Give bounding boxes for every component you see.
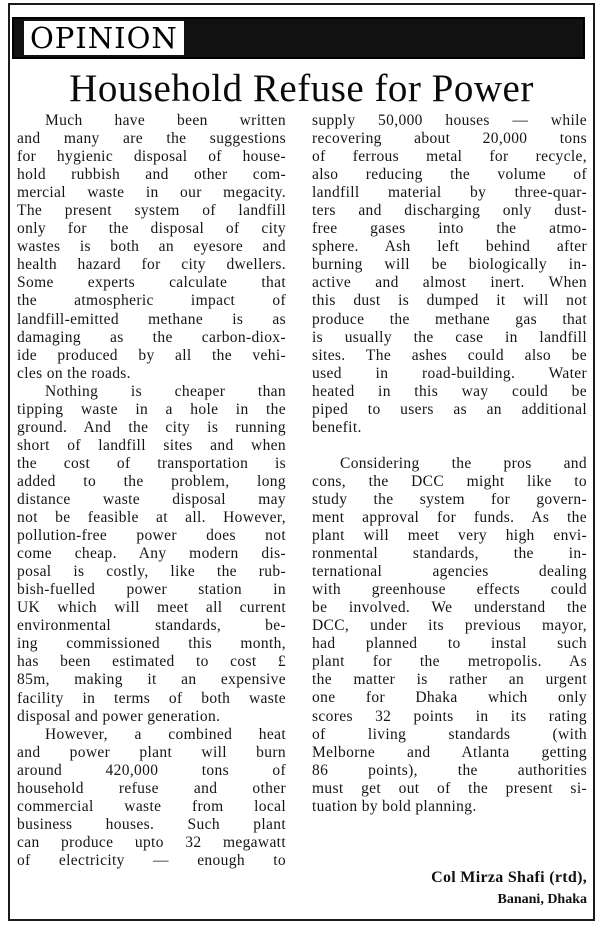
text-line: Nothing is cheaper than [45,382,286,400]
author-location: Banani, Dhaka [497,892,587,907]
text-line: cles on the roads. [17,364,131,382]
text-line: commercial waste from local [17,797,286,815]
text-line: ronmental standards, the in- [312,545,587,563]
text-line: of ferrous metal for recycle, [312,148,587,166]
text-line: supply 50,000 houses — while [312,112,587,129]
text-line: ters and discharging only dust- [312,202,587,220]
text-line: can produce upto 32 megawatt [17,833,286,851]
text-line: had planned to instal such [312,635,587,653]
text-line: plant will meet very high envi- [312,527,587,545]
text-line: study the system for govern- [312,490,587,508]
text-line: ide produced by all the vehi- [17,346,286,364]
text-line: of electricity — enough to [17,851,286,869]
text-line: health hazard for city dwellers. [17,256,286,274]
text-line: Melborne and Atlanta getting [312,743,587,761]
text-line: landfill-emitted methane is as [17,310,286,328]
text-line: distance waste disposal may [17,490,286,508]
section-label: OPINION [24,21,184,55]
text-line: 85m, making it an expensive [17,671,286,689]
text-line: burning will be biologically in- [312,256,587,274]
text-line: ternational agencies dealing [312,563,587,581]
text-line: landfill material by three-quar- [312,184,587,202]
text-line: household refuse and other [17,779,286,797]
right-column [312,112,587,816]
text-line: also reducing the volume of [312,166,587,184]
text-line: wastes is both an eyesore and [17,238,286,256]
text-line: disposal and power generation. [17,707,221,725]
text-line: cons, the DCC might like to [312,472,587,490]
text-line: tipping waste in a hole in the [17,400,286,418]
text-line: posal is costly, like the rub- [17,563,286,581]
text-line: benefit. [312,418,362,436]
author-name: Col Mirza Shafi (rtd), [431,869,587,886]
text-line: free gases into the atmo- [312,220,587,238]
text-line: Some experts calculate that [17,274,286,292]
text-line: the matter is rather an urgent [312,671,587,689]
text-line: produce the methane gas that [312,310,587,328]
text-line: heated in this way could be [312,382,587,400]
text-line: facility in terms of both waste [17,689,286,707]
text-line: be involved. We understand the [312,599,587,617]
text-line: recovering about 20,000 tons [312,130,587,148]
text-line: piped to users as an additional [312,400,587,418]
text-line: sphere. Ash left behind after [312,238,587,256]
text-line: plant for the metropolis. As [312,653,587,671]
text-line: hold rubbish and other com- [17,166,286,184]
text-line: pollution-free power does not [17,527,286,545]
text-line: for hygienic disposal of house- [17,148,286,166]
text-line: damaging as the carbon-diox- [17,328,286,346]
left-column [17,112,286,870]
headline: Household Refuse for Power [69,67,534,110]
text-line: the atmospheric impact of [17,292,286,310]
text-line: is usually the case in landfill [312,328,587,346]
text-line: ing commissioned this month, [17,635,286,653]
text-line: used in road-building. Water [312,364,587,382]
text-line: tuation by bold planning. [312,797,477,815]
text-line: Considering the pros and [340,454,587,472]
text-line: must get out of the present si- [312,779,587,797]
text-line: Much have been written [45,112,286,129]
text-line: 86 points), the authorities [312,761,587,779]
text-line: and many are the suggestions [17,130,286,148]
text-line: short of landfill sites and when [17,436,286,454]
text-line: this dust is dumped it will not [312,292,587,310]
text-line: with greenhouse effects could [312,581,587,599]
text-line: UK which will meet all current [17,599,286,617]
text-line: bish-fuelled power station in [17,581,286,599]
text-line: around 420,000 tons of [17,761,286,779]
text-line: DCC, under its previous mayor, [312,617,587,635]
text-line: scores 32 points in its rating [312,707,587,725]
section-banner [12,17,585,59]
text-line: has been estimated to cost £ [17,653,286,671]
text-line: ment approval for funds. As the [312,508,587,526]
text-line: added to the problem, long [17,472,286,490]
text-line: business houses. Such plant [17,815,286,833]
text-line: ground. And the city is running [17,418,286,436]
paragraph-gap [312,437,587,455]
text-line: come cheap. Any modern dis- [17,545,286,563]
text-line: one for Dhaka which only [312,689,587,707]
text-line: only for the disposal of city [17,220,286,238]
text-line: The present system of landfill [17,202,286,220]
text-line: the cost of transportation is [17,454,286,472]
text-line: environmental standards, be- [17,617,286,635]
text-line: and power plant will burn [17,743,286,761]
text-line: However, a combined heat [45,725,286,743]
text-line: of living standards (with [312,725,587,743]
text-line: active and almost inert. When [312,274,587,292]
text-line: mercial waste in our megacity. [17,184,286,202]
text-line: not be feasible at all. However, [17,509,286,527]
text-line: sites. The ashes could also be [312,346,587,364]
